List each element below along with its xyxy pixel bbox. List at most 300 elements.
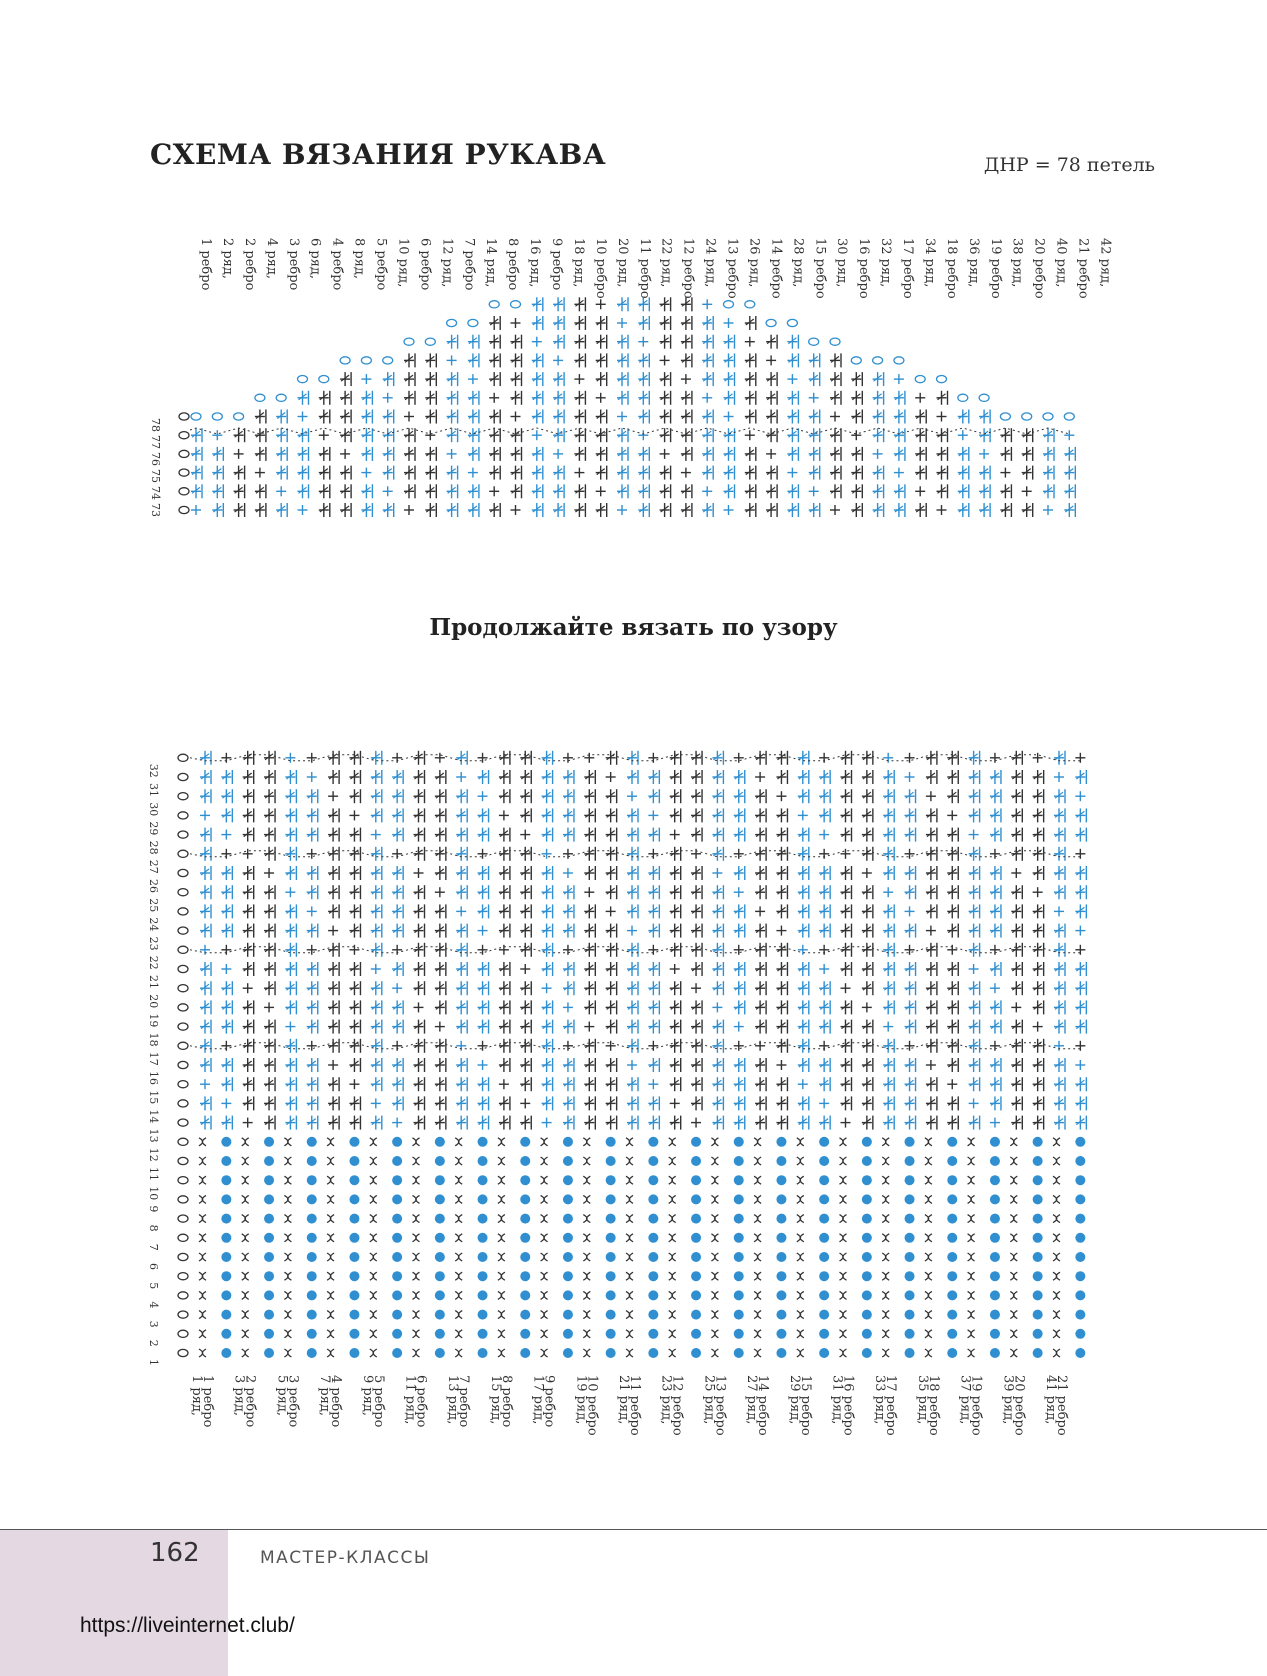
dc-stitch — [947, 1020, 958, 1034]
dc-stitch — [563, 1096, 574, 1110]
dc-stitch — [702, 372, 713, 386]
slip-stitch-dot — [520, 1271, 530, 1281]
dc-stitch — [798, 789, 809, 803]
dc-stitch — [1022, 503, 1033, 517]
dc-stitch — [734, 789, 745, 803]
crossed-stitch — [1053, 1157, 1060, 1165]
dc-stitch — [691, 1058, 702, 1072]
slip-stitch-dot — [905, 1329, 915, 1339]
sc-stitch — [349, 1079, 359, 1089]
bottom-row-number: 7 — [147, 1243, 160, 1251]
slip-stitch-dot — [691, 1156, 701, 1166]
dc-stitch — [574, 503, 585, 517]
chain-stitch — [234, 413, 244, 420]
bottom-row-label: 39 ряд, — [1000, 1375, 1016, 1425]
slip-stitch-dot — [264, 1252, 274, 1262]
continue-pattern-heading: Продолжайте вязать по узору — [429, 614, 838, 641]
dc-stitch — [584, 1096, 595, 1110]
dc-stitch — [191, 484, 202, 498]
dc-stitch — [1064, 447, 1075, 461]
crossed-stitch — [968, 1138, 975, 1146]
dc-stitch — [979, 484, 990, 498]
dc-stitch — [1033, 1000, 1044, 1014]
dc-stitch — [755, 866, 766, 880]
crossed-stitch — [541, 1157, 548, 1165]
dc-stitch — [285, 1096, 296, 1110]
dc-stitch — [638, 447, 649, 461]
dc-stitch — [243, 1020, 254, 1034]
dc-stitch — [702, 335, 713, 349]
sc-stitch — [478, 926, 488, 936]
crossed-stitch — [626, 1311, 633, 1319]
bottom-row-number: 5 — [147, 1282, 160, 1290]
dc-stitch — [212, 484, 223, 498]
slip-stitch-dot — [1033, 1329, 1043, 1339]
dc-stitch — [264, 962, 275, 976]
dc-stitch — [969, 885, 980, 899]
dc-stitch — [755, 885, 766, 899]
dc-stitch — [276, 466, 287, 480]
dc-stitch — [414, 789, 425, 803]
dc-stitch — [404, 484, 415, 498]
dc-stitch — [862, 1020, 873, 1034]
dc-stitch — [883, 1039, 894, 1053]
slip-stitch-dot — [1075, 1137, 1085, 1147]
dc-stitch — [905, 1116, 916, 1130]
slip-stitch-dot — [520, 1329, 530, 1339]
crossed-stitch — [242, 1157, 249, 1165]
dc-stitch — [841, 1020, 852, 1034]
dc-stitch — [862, 751, 873, 765]
dc-stitch — [776, 1020, 787, 1034]
slip-stitch-dot — [776, 1214, 786, 1224]
sc-stitch — [447, 449, 457, 459]
slip-stitch-dot — [435, 1290, 445, 1300]
dc-stitch — [766, 428, 777, 442]
dc-stitch — [456, 866, 467, 880]
dc-stitch — [298, 466, 309, 480]
dc-stitch — [862, 904, 873, 918]
dc-stitch — [894, 447, 905, 461]
dc-stitch — [969, 924, 980, 938]
dc-stitch — [862, 1116, 873, 1130]
slip-stitch-dot — [1075, 1290, 1085, 1300]
dc-stitch — [1075, 808, 1086, 822]
dc-stitch — [456, 828, 467, 842]
slip-stitch-dot — [563, 1252, 573, 1262]
dc-stitch — [584, 1116, 595, 1130]
dc-stitch — [221, 789, 232, 803]
dc-stitch — [958, 410, 969, 424]
dc-stitch — [243, 962, 254, 976]
chain-stitch — [830, 338, 840, 345]
dc-stitch — [627, 1096, 638, 1110]
slip-stitch-dot — [392, 1137, 402, 1147]
dc-stitch — [702, 428, 713, 442]
slip-stitch-dot — [606, 1137, 616, 1147]
dc-stitch — [1022, 447, 1033, 461]
slip-stitch-dot — [1033, 1156, 1043, 1166]
dc-stitch — [969, 1020, 980, 1034]
slip-stitch-dot — [349, 1214, 359, 1224]
dc-stitch — [627, 808, 638, 822]
top-row-label: 2 ребро — [241, 238, 257, 291]
slip-stitch-dot — [563, 1271, 573, 1281]
slip-stitch-dot — [1033, 1290, 1043, 1300]
dc-stitch — [915, 428, 926, 442]
dc-stitch — [307, 962, 318, 976]
slip-stitch-dot — [478, 1329, 488, 1339]
dc-stitch — [285, 1039, 296, 1053]
crossed-stitch — [284, 1215, 291, 1223]
crossed-stitch — [327, 1215, 334, 1223]
sc-stitch — [905, 849, 915, 859]
top-row-label: 13 ребро — [724, 238, 740, 299]
crossed-stitch — [370, 1291, 377, 1299]
dc-stitch — [349, 789, 360, 803]
bottom-row-number: 12 — [147, 1147, 160, 1162]
chain-stitch — [178, 889, 188, 896]
dc-stitch — [553, 391, 564, 405]
dc-stitch — [627, 962, 638, 976]
sc-stitch — [830, 412, 840, 422]
dc-stitch — [755, 1077, 766, 1091]
slip-stitch-dot — [1075, 1252, 1085, 1262]
slip-stitch-dot — [392, 1252, 402, 1262]
slip-stitch-dot — [648, 1271, 658, 1281]
dc-stitch — [1000, 484, 1011, 498]
dc-stitch — [830, 353, 841, 367]
slip-stitch-dot — [1033, 1233, 1043, 1243]
dc-stitch — [489, 428, 500, 442]
slip-stitch-dot — [990, 1310, 1000, 1320]
sc-stitch — [627, 1060, 637, 1070]
dc-stitch — [969, 1077, 980, 1091]
slip-stitch-dot — [520, 1175, 530, 1185]
sc-stitch — [638, 430, 648, 440]
dc-stitch — [1075, 866, 1086, 880]
crossed-stitch — [583, 1215, 590, 1223]
dc-stitch — [1075, 981, 1086, 995]
dc-stitch — [499, 885, 510, 899]
crossed-stitch — [583, 1311, 590, 1319]
slip-stitch-dot — [947, 1156, 957, 1166]
crossed-stitch — [541, 1291, 548, 1299]
dc-stitch — [873, 391, 884, 405]
bottom-row-number: 1 — [147, 1359, 160, 1366]
dc-stitch — [264, 943, 275, 957]
bottom-rib-label: 3 ребро — [285, 1375, 301, 1428]
dc-stitch — [1033, 962, 1044, 976]
sc-stitch — [1075, 926, 1085, 936]
crossed-stitch — [882, 1215, 889, 1223]
sc-stitch — [264, 1002, 274, 1012]
dc-stitch — [712, 904, 723, 918]
crossed-stitch — [583, 1234, 590, 1242]
crossed-stitch — [327, 1311, 334, 1319]
crossed-stitch — [1010, 1272, 1017, 1280]
chain-stitch — [178, 812, 188, 819]
dc-stitch — [532, 503, 543, 517]
slip-stitch-dot — [520, 1233, 530, 1243]
dc-stitch — [414, 962, 425, 976]
sc-stitch — [1075, 791, 1085, 801]
dc-stitch — [596, 353, 607, 367]
crossed-stitch — [1010, 1157, 1017, 1165]
bottom-row-number: 29 — [147, 821, 160, 836]
dc-stitch — [776, 847, 787, 861]
crossed-stitch — [370, 1311, 377, 1319]
crossed-stitch — [413, 1195, 420, 1203]
slip-stitch-dot — [947, 1329, 957, 1339]
crossed-stitch — [840, 1311, 847, 1319]
dc-stitch — [435, 924, 446, 938]
crossed-stitch — [1053, 1349, 1060, 1357]
dc-stitch — [371, 866, 382, 880]
dc-stitch — [371, 847, 382, 861]
crossed-stitch — [626, 1253, 633, 1261]
dc-stitch — [542, 1077, 553, 1091]
dc-stitch — [734, 808, 745, 822]
crossed-stitch — [1053, 1176, 1060, 1184]
dc-stitch — [1011, 943, 1022, 957]
dc-stitch — [712, 1077, 723, 1091]
dc-stitch — [328, 866, 339, 880]
chain-stitch — [191, 413, 201, 420]
dc-stitch — [734, 1000, 745, 1014]
sc-stitch — [553, 449, 563, 459]
dc-stitch — [670, 1039, 681, 1053]
slip-stitch-dot — [648, 1290, 658, 1300]
dc-stitch — [542, 924, 553, 938]
bottom-rib-label: 8 ребро — [498, 1375, 514, 1428]
dc-stitch — [264, 1116, 275, 1130]
slip-stitch-dot — [264, 1214, 274, 1224]
sc-stitch — [435, 1022, 445, 1032]
slip-stitch-dot — [776, 1329, 786, 1339]
dc-stitch — [851, 410, 862, 424]
slip-stitch-dot — [862, 1310, 872, 1320]
slip-stitch-dot — [648, 1329, 658, 1339]
chain-stitch — [255, 394, 265, 401]
crossed-stitch — [583, 1138, 590, 1146]
dc-stitch — [553, 503, 564, 517]
sc-stitch — [221, 830, 231, 840]
dc-stitch — [787, 484, 798, 498]
sc-stitch — [542, 849, 552, 859]
dc-stitch — [221, 808, 232, 822]
dc-stitch — [243, 885, 254, 899]
dc-stitch — [285, 1116, 296, 1130]
crossed-stitch — [370, 1234, 377, 1242]
slip-stitch-dot — [776, 1348, 786, 1358]
dc-stitch — [435, 1116, 446, 1130]
dc-stitch — [392, 808, 403, 822]
crossed-stitch — [925, 1253, 932, 1261]
crossed-stitch — [413, 1157, 420, 1165]
dc-stitch — [1054, 847, 1065, 861]
bottom-rib-label: 19 ребро — [968, 1375, 984, 1436]
slip-stitch-dot — [947, 1252, 957, 1262]
dc-stitch — [648, 885, 659, 899]
dc-stitch — [990, 1096, 1001, 1110]
dc-stitch — [1011, 808, 1022, 822]
dc-stitch — [1064, 484, 1075, 498]
dc-stitch — [1011, 789, 1022, 803]
dc-stitch — [1033, 1077, 1044, 1091]
dc-stitch — [349, 1058, 360, 1072]
sc-stitch — [787, 374, 797, 384]
dc-stitch — [627, 1000, 638, 1014]
dc-stitch — [873, 503, 884, 517]
slip-stitch-dot — [478, 1175, 488, 1185]
dc-stitch — [681, 503, 692, 517]
dc-stitch — [435, 770, 446, 784]
sc-stitch — [1033, 1022, 1043, 1032]
dc-stitch — [691, 866, 702, 880]
sc-stitch — [596, 393, 606, 403]
dc-stitch — [212, 466, 223, 480]
crossed-stitch — [968, 1215, 975, 1223]
bottom-row-number: 4 — [147, 1301, 160, 1309]
sc-stitch — [841, 983, 851, 993]
dc-stitch — [520, 847, 531, 861]
dc-stitch — [349, 904, 360, 918]
dc-stitch — [414, 1116, 425, 1130]
dc-stitch — [1075, 904, 1086, 918]
top-stitch-number: 75 — [149, 469, 162, 483]
sc-stitch — [702, 299, 712, 309]
dc-stitch — [542, 1000, 553, 1014]
sc-stitch — [841, 1118, 851, 1128]
slip-stitch-dot — [435, 1137, 445, 1147]
sc-stitch — [200, 1079, 210, 1089]
sc-stitch — [276, 486, 286, 496]
crossed-stitch — [541, 1253, 548, 1261]
crossed-stitch — [413, 1138, 420, 1146]
dc-stitch — [862, 1096, 873, 1110]
sc-stitch — [724, 318, 734, 328]
dc-stitch — [191, 428, 202, 442]
dc-stitch — [969, 847, 980, 861]
dc-stitch — [819, 789, 830, 803]
dc-stitch — [745, 484, 756, 498]
dc-stitch — [574, 428, 585, 442]
sc-stitch — [905, 772, 915, 782]
sc-stitch — [1075, 1041, 1085, 1051]
bottom-row-number: 25 — [147, 898, 160, 913]
dc-stitch — [520, 866, 531, 880]
dc-stitch — [349, 981, 360, 995]
slip-stitch-dot — [1033, 1175, 1043, 1185]
dc-stitch — [563, 1020, 574, 1034]
dc-stitch — [947, 885, 958, 899]
dc-stitch — [776, 751, 787, 765]
dc-stitch — [670, 1116, 681, 1130]
chain-stitch — [383, 357, 393, 364]
dc-stitch — [221, 981, 232, 995]
dc-stitch — [648, 981, 659, 995]
slip-stitch-dot — [264, 1194, 274, 1204]
dc-stitch — [830, 484, 841, 498]
chain-stitch — [404, 338, 414, 345]
top-row-label: 6 ряд, — [307, 238, 323, 280]
crossed-stitch — [754, 1157, 761, 1165]
crossed-stitch — [199, 1215, 206, 1223]
dc-stitch — [1033, 789, 1044, 803]
chain-stitch — [178, 946, 188, 953]
dc-stitch — [307, 1077, 318, 1091]
dc-stitch — [819, 866, 830, 880]
chain-stitch — [178, 985, 188, 992]
dc-stitch — [606, 751, 617, 765]
bottom-row-number: 28 — [147, 840, 160, 855]
crossed-stitch — [498, 1234, 505, 1242]
dc-stitch — [947, 770, 958, 784]
crossed-stitch — [840, 1349, 847, 1357]
dc-stitch — [670, 1020, 681, 1034]
sc-stitch — [511, 505, 521, 515]
crossed-stitch — [925, 1234, 932, 1242]
slip-stitch-dot — [221, 1271, 231, 1281]
crossed-stitch — [1010, 1234, 1017, 1242]
dc-stitch — [532, 297, 543, 311]
crossed-stitch — [925, 1195, 932, 1203]
dc-stitch — [371, 924, 382, 938]
dc-stitch — [383, 410, 394, 424]
slip-stitch-dot — [307, 1194, 317, 1204]
slip-stitch-dot — [947, 1194, 957, 1204]
slip-stitch-dot — [307, 1233, 317, 1243]
dc-stitch — [264, 1039, 275, 1053]
slip-stitch-dot — [776, 1310, 786, 1320]
dc-stitch — [1033, 847, 1044, 861]
top-row-label: 16 ряд, — [527, 238, 543, 288]
crossed-stitch — [370, 1195, 377, 1203]
dc-stitch — [200, 751, 211, 765]
dc-stitch — [798, 924, 809, 938]
crossed-stitch — [968, 1349, 975, 1357]
dc-stitch — [307, 1096, 318, 1110]
dc-stitch — [563, 789, 574, 803]
dc-stitch — [841, 885, 852, 899]
dc-stitch — [371, 789, 382, 803]
slip-stitch-dot — [1033, 1348, 1043, 1358]
sc-stitch — [243, 1118, 253, 1128]
crossed-stitch — [199, 1330, 206, 1338]
dc-stitch — [627, 828, 638, 842]
bottom-row-label: 3 ряд, — [231, 1375, 247, 1417]
dc-stitch — [776, 1096, 787, 1110]
dc-stitch — [691, 1000, 702, 1014]
dc-stitch — [243, 943, 254, 957]
top-row-label: 4 ребро — [329, 238, 345, 291]
dc-stitch — [1011, 981, 1022, 995]
dc-stitch — [798, 1039, 809, 1053]
dc-stitch — [553, 428, 564, 442]
dc-stitch — [969, 770, 980, 784]
dc-stitch — [584, 1058, 595, 1072]
bottom-rib-label: 6 ребро — [413, 1375, 429, 1428]
dc-stitch — [979, 428, 990, 442]
bottom-rib-label: 16 ребро — [840, 1375, 856, 1436]
dc-stitch — [606, 866, 617, 880]
dc-stitch — [819, 1116, 830, 1130]
dc-stitch — [617, 428, 628, 442]
dc-stitch — [285, 1000, 296, 1014]
bottom-row-number: 30 — [147, 802, 160, 817]
crossed-stitch — [882, 1176, 889, 1184]
